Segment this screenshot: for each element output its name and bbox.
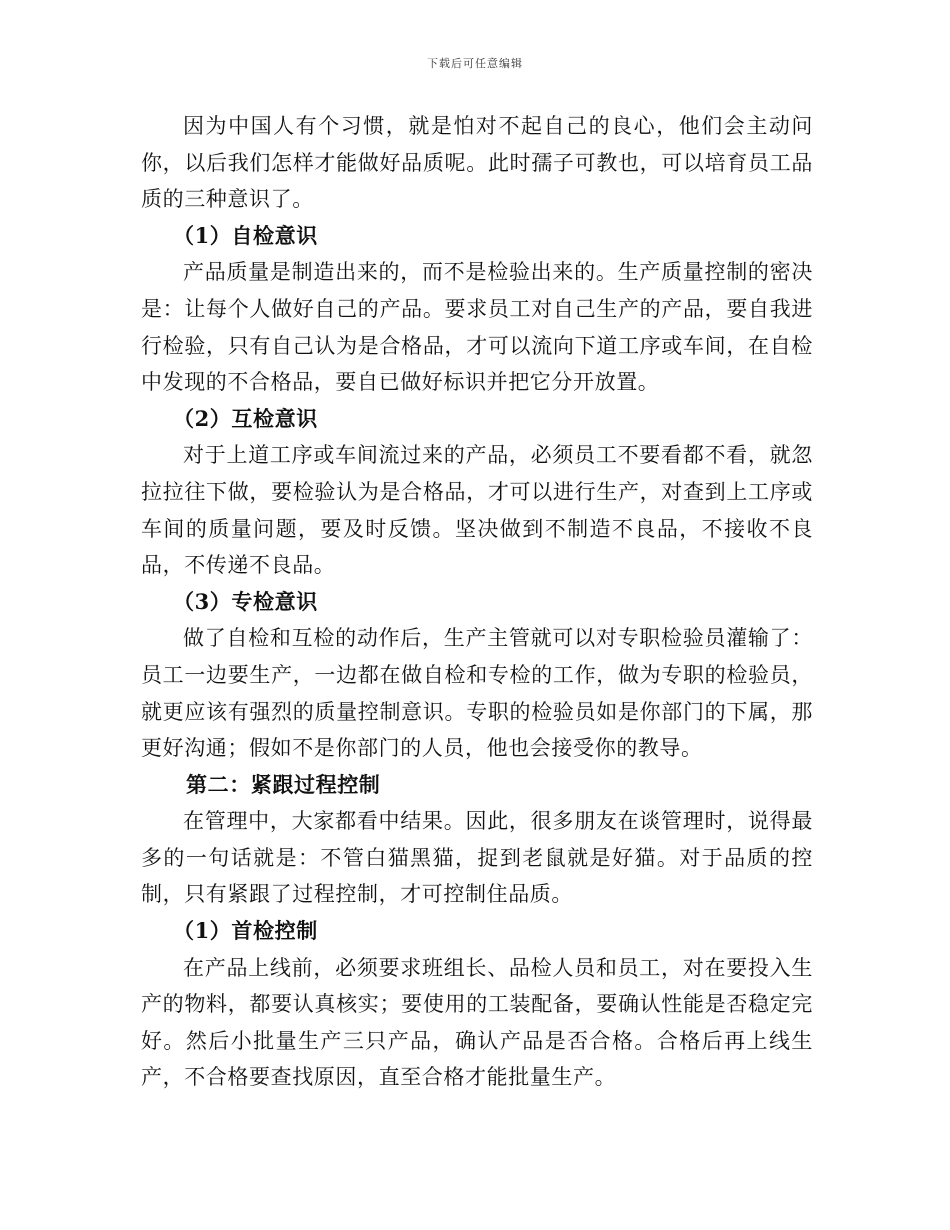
page-header-note: 下载后可任意编辑 [427, 57, 523, 70]
paragraph-first-inspection: 在产品上线前，必须要求班组长、品检人员和员工，对在要投入生产的物料，都要认真核实；要使用的工装配备，要确认性能是否稳定完好。然后小批量生产三只产品，确认产品是否合格。合格后再上线生产，不合格要查找原因，直至合格才能批量生产。 [141, 955, 813, 1090]
paragraph-mutual-inspection: 对于上道工序或车间流过来的产品，必须员工不要看都不看，就忽拉拉往下做，要检验认为是合格品，才可以进行生产，对查到上工序或车间的质量问题，要及时反馈。坚决做到不制造不良品，不接收不良品，不传递不良品。 [141, 443, 813, 578]
heading-mutual-inspection: （2）互检意识 [173, 405, 318, 431]
heading-first-inspection: （1）首检控制 [173, 918, 318, 944]
heading-process-control: 第二：紧跟过程控制 [186, 771, 381, 797]
paragraph-intro: 因为中国人有个习惯，就是怕对不起自己的良心，他们会主动问你，以后我们怎样才能做好品质呢。此时孺子可教也，可以培育员工品质的三种意识了。 [141, 114, 813, 212]
paragraph-special-inspection: 做了自检和互检的动作后，生产主管就可以对专职检验员灌输了：员工一边要生产，一边都在做自检和专检的工作，做为专职的检验员，就更应该有强烈的质量控制意识。专职的检验员如是你部门的下属，那更好沟通；假如不是你部门的人员，他也会接受你的教导。 [141, 626, 813, 761]
paragraph-process-control: 在管理中，大家都看中结果。因此，很多朋友在谈管理时，说得最多的一句话就是：不管白猫黑猫，捉到老鼠就是好猫。对于品质的控制，只有紧跟了过程控制，才可控制住品质。 [141, 809, 813, 907]
paragraph-self-inspection: 产品质量是制造出来的，而不是检验出来的。生产质量控制的密决是：让每个人做好自己的产品。要求员工对自己生产的产品，要自我进行检验，只有自己认为是合格品，才可以流向下道工序或车间，在自检中发现的不合格品，要自已做好标识并把它分开放置。 [141, 260, 813, 395]
document-body [141, 108, 813, 1096]
heading-self-inspection: （1）自检意识 [173, 222, 318, 248]
heading-special-inspection: （3）专检意识 [173, 588, 318, 614]
